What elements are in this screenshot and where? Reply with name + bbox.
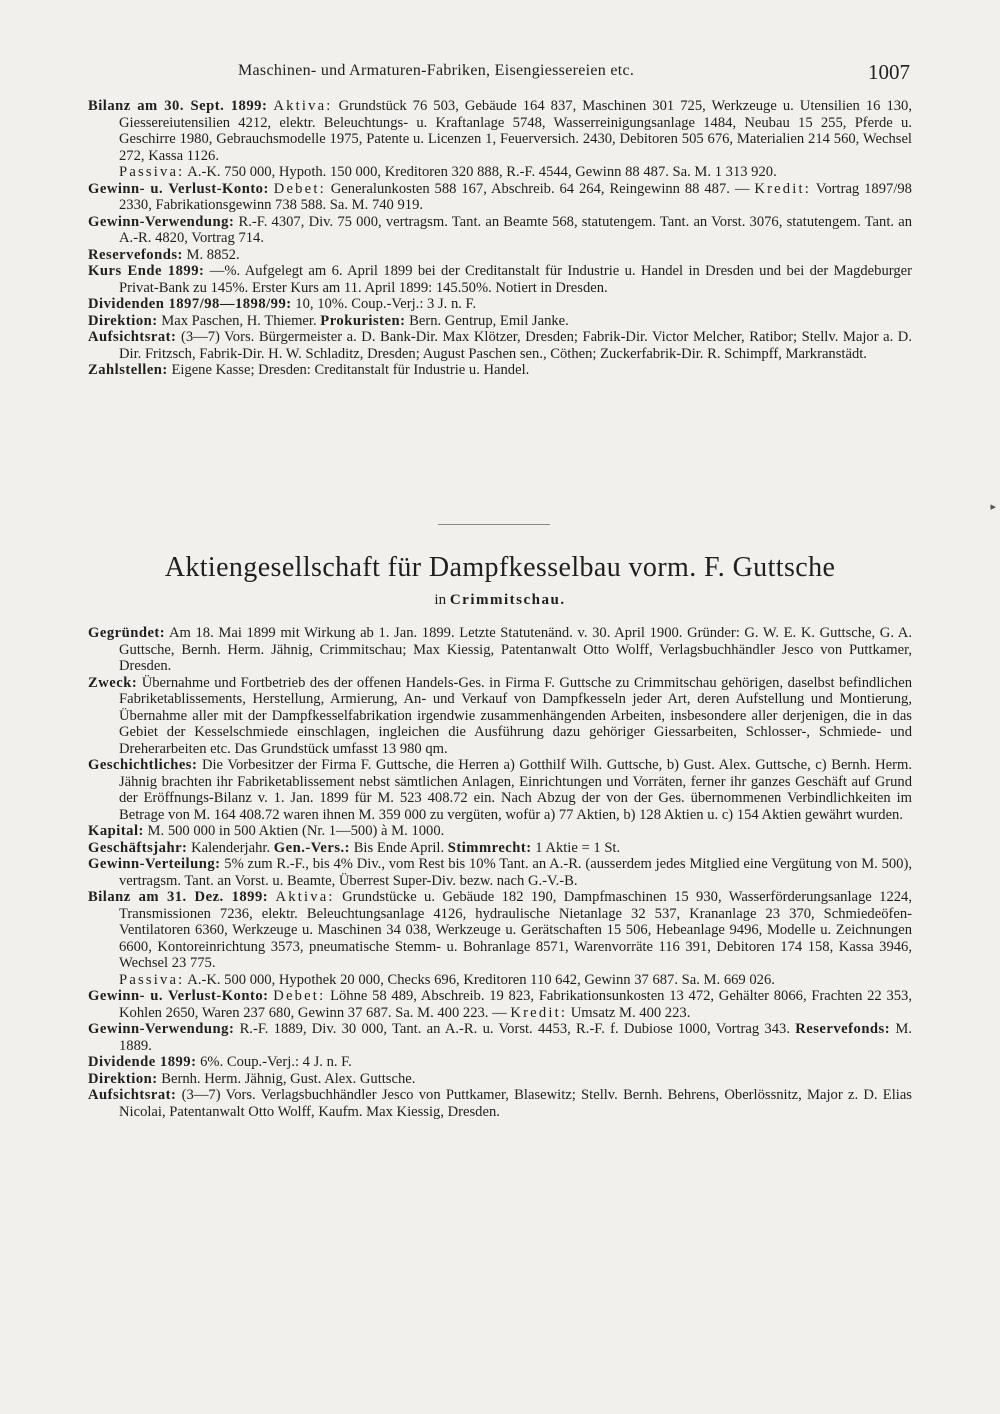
kredit-text: Vortrag 1897/98 2330, Fabrikationsgewinn 738 588. Sa. M. 740 919. <box>119 180 912 213</box>
debet-label: Debet: <box>273 180 326 197</box>
entry-label: Dividende 1899: <box>88 1054 197 1070</box>
entry-text: M. 8852. <box>186 246 240 263</box>
entry-label: Zahlstellen: <box>88 362 168 378</box>
passiva-line <box>88 164 912 181</box>
debet-text: Löhne 58 489, Abschreib. 19 823, Fabrikationsunkosten 13 472, Gehälter 8066, Frachten 22 353, Kohlen 2650, Waren 237 680, Gewinn 37 687. Sa. M. 400 223. — <box>119 988 912 1021</box>
passiva-text: A.-K. 750 000, Hypoth. 150 000, Kreditoren 320 888, R.-F. 4544, Gewinn 88 487. Sa. M. 1 313 920. <box>187 164 777 180</box>
debet-text: Generalunkosten 588 167, Abschreib. 64 264, Reingewinn 88 487. — <box>330 180 750 197</box>
aktiva-label: Aktiva: <box>275 889 335 905</box>
running-title: Maschinen- und Armaturen-Fabriken, Eisengiessereien etc. <box>238 62 635 79</box>
edge-mark-icon: ▸ <box>990 501 996 513</box>
entry-text: Die Vorbesitzer der Firma F. Guttsche, die Herren a) Gotthilf Wilh. Guttsche, b) Gust. Alex. Guttsche, c) Bernh. Herm. Jähnig brachten ihr Fabriketablissement nebst sämtlichen Anlagen, Einrichtungen und Vorräten, ferner ihr ganzes Geschäft auf Grund der Eröffnungs-Bilanz v. 1. Jan. 1899 für M. 523 408.72 ein. Nach Abzug der von der Ges. übernommenen Verbindlichkeiten im Betrage von M. 164 408.72 waren ihnen M. 359 000 zu vergüten, wofür a) 77 Aktien, b) 128 Aktien u. c) 154 Aktien gewährt wurden. <box>119 757 912 823</box>
gen-vers-label: Gen.-Vers.: <box>273 839 351 856</box>
kurs-entry <box>88 263 912 296</box>
stimmrecht-text: 1 Aktie = 1 St. <box>535 839 621 856</box>
direktion-entry <box>88 1071 912 1088</box>
gen-vers-text: Bis Ende April. <box>353 839 445 856</box>
company-section <box>88 625 912 1120</box>
entry-label: Bilanz am 31. Dez. 1899: <box>88 889 269 905</box>
kredit-label: Kredit: <box>510 1004 568 1021</box>
entry-label: Kurs Ende 1899: <box>88 263 205 279</box>
direktion-entry <box>88 313 912 330</box>
kredit-text: Umsatz M. 400 223. <box>570 1004 691 1021</box>
entry-text: Max Paschen, H. Thiemer. <box>161 312 317 329</box>
passiva-line <box>88 972 912 989</box>
entry-label: Reservefonds: <box>88 246 183 263</box>
entry-text: Übernahme und Fortbetrieb des der offenen Handels-Ges. in Firma F. Guttsche zu Crimmitschau gehörigen, daselbst befindlichen Fabriketablissements, Herstellung, Armierung, An- und Verkauf von Dampfkesseln jeder Art, deren Aufstellung und Montierung, Übernahme aller mit der Dampfkesselfabrikation irgendwie zusammenhängenden Arbeiten, insbesondere aller derjenigen, die in das Gebiet der Kesselschmiede einschlagen, ingleichen die Ausführung dazu gehöriger Giessarbeiten, Schlosser-, Schmiede- und Dreherarbeiten etc. Das Grundstück umfasst 13 980 qm. <box>119 674 912 757</box>
gewinn-verlust-konto-entry <box>88 181 912 214</box>
running-header <box>88 62 910 86</box>
aktiva-text: Grundstück 76 503, Gebäude 164 837, Maschinen 301 725, Werkzeuge u. Utensilien 16 130, Giessereiutensilien 4212, elektr. Beleuchtungs- u. Kraftanlage 5748, Wasserreinigungsanlage 1484, Neubau 15 255, Pferde u. Geschirre 1980, Gebrauchsmodelle 1975, Patente u. Licenzen 1, Feuerversich. 2430, Debitoren 505 676, Materialien 214 560, Wechsel 272, Kassa 1126. <box>119 98 912 164</box>
entry-label: Kapital: <box>88 823 144 839</box>
entry-label: Dividenden 1897/98—1898/99: <box>88 296 292 312</box>
entry-text: —%. Aufgelegt am 6. April 1899 bei der Creditanstalt für Industrie u. Handel in Dresden und bei der Magdeburger Privat-Bank zu 145%. Erster Kurs am 11. April 1899: 145.50%. Notiert in Dresden. <box>119 263 912 296</box>
entry-label: Aufsichtsrat: <box>88 329 177 345</box>
aktiva-text: Grundstücke u. Gebäude 182 190, Dampfmaschinen 15 930, Wasserförderungsanlage 1224, Transmissionen 7236, elektr. Beleuchtungsanlage 4126, hydraulische Nietanlage 32 537, Krananlage 23 370, Schmiedeöfen-Ventilatoren 6360, Werkzeuge u. Maschinen 34 038, Werkzeuge u. Gerätschaften 15 506, Hebeanlage 9496, Modelle u. Zeichnungen 6600, Kontoreinrichtung 3573, pneumatische Stemm- u. Bohranlage 8571, Warenvorräte 116 391, Debitoren 174 158, Kassa 3946, Wechsel 23 775. <box>119 889 912 971</box>
section-divider <box>438 524 550 525</box>
passiva-label: Passiva: <box>119 164 185 180</box>
entry-text: Kalenderjahr. <box>191 839 271 856</box>
entry-label: Gegründet: <box>88 625 166 641</box>
prokuristen-label: Prokuristen: <box>320 312 406 329</box>
reservefonds-label: Reservefonds: <box>795 1021 891 1037</box>
bilanz-entry <box>88 889 912 972</box>
gewinn-verteilung-entry <box>88 856 912 889</box>
company-location <box>88 592 912 609</box>
aufsichtsrat-entry <box>88 1087 912 1120</box>
zweck-entry <box>88 675 912 758</box>
gewinn-verwendung-entry <box>88 1021 912 1054</box>
location-name: Crimmitschau. <box>449 592 566 608</box>
entry-text: (3—7) Vors. Verlagsbuchhändler Jesco von Puttkamer, Blasewitz; Stellv. Bernh. Behrens, Oberlössnitz, Major z. D. Elias Nicolai, Patentanwalt Otto Wolff, Kaufm. Max Kiessig, Dresden. <box>119 1087 912 1120</box>
entry-label: Gewinn-Verwendung: <box>88 1021 235 1037</box>
entry-text: R.-F. 4307, Div. 75 000, vertragsm. Tant. an Beamte 568, statutengem. Tant. an Vorst. 3076, statutengem. Tant. an A.-R. 4820, Vortrag 714. <box>119 213 912 246</box>
entry-text: M. 500 000 in 500 Aktien (Nr. 1—500) à M. 1000. <box>147 823 445 839</box>
entry-text: R.-F. 1889, Div. 30 000, Tant. an A.-R. u. Vorst. 4453, R.-F. f. Dubiose 1000, Vortrag 343. <box>239 1021 790 1037</box>
zahlstellen-entry <box>88 362 912 379</box>
passiva-text: A.-K. 500 000, Hypothek 20 000, Checks 696, Kreditoren 110 642, Gewinn 37 687. Sa. M. 669 026. <box>187 971 775 988</box>
prokuristen-text: Bern. Gentrup, Emil Janke. <box>409 312 569 329</box>
entry-label: Gewinn- u. Verlust-Konto: <box>88 180 269 197</box>
reservefonds-text: M. 1889. <box>119 1021 912 1054</box>
company-title: Aktiengesellschaft für Dampfkesselbau vorm. F. Guttsche <box>164 552 836 583</box>
geschaeftsjahr-entry <box>88 840 912 857</box>
stimmrecht-label: Stimmrecht: <box>447 839 532 856</box>
entry-label: Gewinn-Verteilung: <box>88 856 221 872</box>
entry-label: Zweck: <box>88 674 138 691</box>
entry-text: Eigene Kasse; Dresden: Creditanstalt für Industrie u. Handel. <box>171 362 530 378</box>
previous-company-section <box>88 98 912 379</box>
entry-label: Aufsichtsrat: <box>88 1087 177 1103</box>
entry-label: Geschichtliches: <box>88 757 198 773</box>
entry-text: Am 18. Mai 1899 mit Wirkung ab 1. Jan. 1899. Letzte Statutenänd. v. 30. April 1900. Gründer: G. W. E. K. Guttsche, G. A. Guttsche, Bernh. Herm. Jähnig, Crimmitschau; Max Kiessig, Patentanwalt Otto Wolff, Verlagsbuchhändler Jesco von Puttkamer, Dresden. <box>119 625 912 674</box>
passiva-label: Passiva: <box>119 971 185 988</box>
gegruendet-entry <box>88 625 912 675</box>
entry-text: 6%. Coup.-Verj.: 4 J. n. F. <box>200 1054 352 1070</box>
dividenden-entry <box>88 296 912 313</box>
page-number: 1007 <box>868 60 910 84</box>
debet-label: Debet: <box>273 988 326 1004</box>
dividende-entry <box>88 1054 912 1071</box>
entry-label: Gewinn- u. Verlust-Konto: <box>88 988 269 1004</box>
aufsichtsrat-entry <box>88 329 912 362</box>
entry-text: 10, 10%. Coup.-Verj.: 3 J. n. F. <box>295 296 477 312</box>
geschichtliches-entry <box>88 757 912 823</box>
entry-label: Direktion: <box>88 1070 158 1087</box>
gewinn-verwendung-entry <box>88 214 912 247</box>
aktiva-label: Aktiva: <box>273 98 333 114</box>
bilanz-1899-entry <box>88 98 912 164</box>
kredit-label: Kredit: <box>754 180 812 197</box>
entry-label: Direktion: <box>88 312 158 329</box>
entry-text: Bernh. Herm. Jähnig, Gust. Alex. Guttsche. <box>161 1070 416 1087</box>
entry-label: Gewinn-Verwendung: <box>88 213 235 230</box>
entry-text: (3—7) Vors. Bürgermeister a. D. Bank-Dir. Max Klötzer, Dresden; Fabrik-Dir. Victor Melcher, Ratibor; Stellv. Major a. D. Dir. Fritzsch, Fabrik-Dir. H. W. Schladitz, Dresden; August Paschen sen., Cöthen; Zuckerfabrik-Dir. R. Schimpff, Markranstädt. <box>119 329 912 362</box>
location-prefix: in <box>434 592 447 608</box>
entry-text: 5% zum R.-F., bis 4% Div., vom Rest bis 10% Tant. an A.-R. (ausserdem jedes Mitglied eine Vergütung von M. 500), vertragsm. Tant. an Vorst. u. Beamte, Überrest Super-Div. bezw. nach G.-V.-B. <box>119 856 912 889</box>
gewinn-verlust-konto-entry <box>88 988 912 1021</box>
entry-label: Bilanz am 30. Sept. 1899: <box>88 98 268 114</box>
entry-label: Geschäftsjahr: <box>88 839 188 856</box>
kapital-entry <box>88 823 912 840</box>
reservefonds-entry <box>88 247 912 264</box>
